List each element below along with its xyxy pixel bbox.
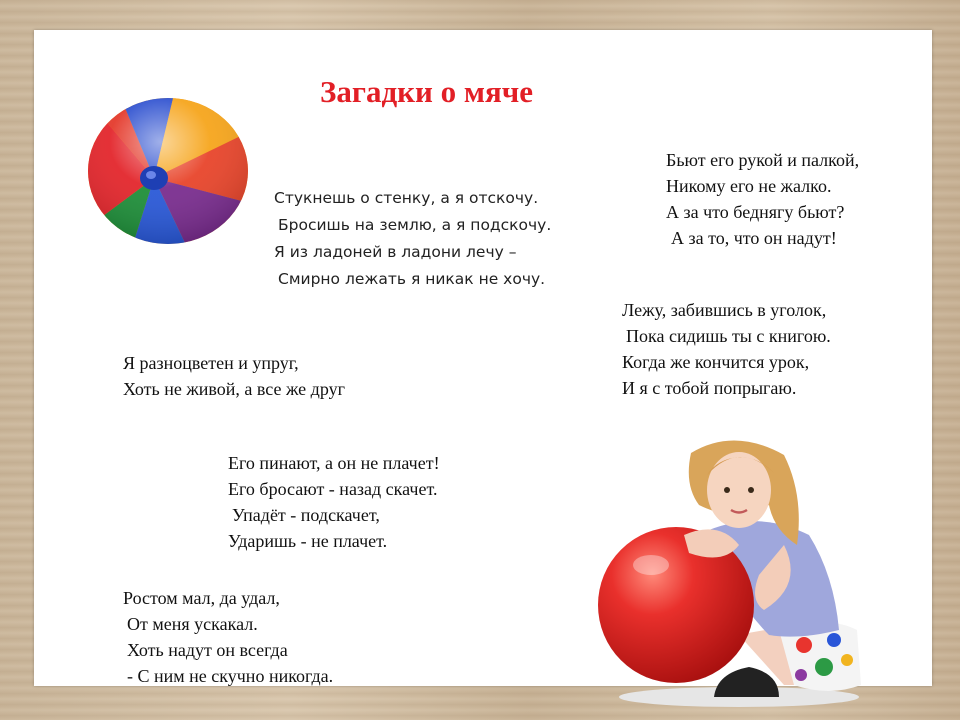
girl-with-ball-image (589, 435, 871, 710)
riddle-line: Смирно лежать я никак не хочу. (278, 270, 546, 288)
riddle-line: Я из ладоней в ладони лечу – (274, 243, 517, 261)
riddle-line: А за что беднягу бьют? (666, 202, 845, 222)
riddle-line: Бросишь на землю, а я подскочу. (278, 216, 552, 234)
riddle-line: Его пинают, а он не плачет! (228, 453, 440, 473)
riddle-line: Бьют его рукой и палкой, (666, 150, 860, 170)
riddle-2 (666, 147, 859, 251)
riddle-line: Я разноцветен и упруг, (123, 353, 299, 373)
page-title: Загадки о мяче (320, 74, 533, 109)
riddle-line: Когда же кончится урок, (622, 352, 810, 372)
riddle-line: Хоть не живой, а все же друг (123, 379, 345, 399)
riddle-line: Его бросают - назад скачет. (228, 479, 438, 499)
riddle-line: Стукнешь о стенку, а я отскочу. (274, 189, 539, 207)
riddle-line: Ударишь - не плачет. (228, 531, 388, 551)
riddle-line: Ростом мал, да удал, (123, 588, 280, 608)
riddle-5 (228, 450, 440, 554)
riddle-sheet (34, 30, 932, 686)
riddle-line: И я с тобой попрыгаю. (622, 378, 797, 398)
riddle-3 (622, 297, 831, 401)
riddle-line: Лежу, забившись в уголок, (622, 300, 827, 320)
beach-ball-image (86, 96, 250, 246)
riddle-line: Никому его не жалко. (666, 176, 832, 196)
riddle-line: От меня ускакал. (127, 614, 258, 634)
riddle-4 (123, 350, 345, 402)
riddle-6 (123, 585, 333, 689)
riddle-line: - С ним не скучно никогда. (127, 666, 334, 686)
riddle-line: А за то, что он надут! (671, 228, 837, 248)
riddle-line: Упадёт - подскачет, (232, 505, 380, 525)
riddle-line: Хоть надут он всегда (127, 640, 288, 660)
riddle-1 (274, 185, 551, 293)
riddle-line: Пока сидишь ты с книгою. (626, 326, 831, 346)
